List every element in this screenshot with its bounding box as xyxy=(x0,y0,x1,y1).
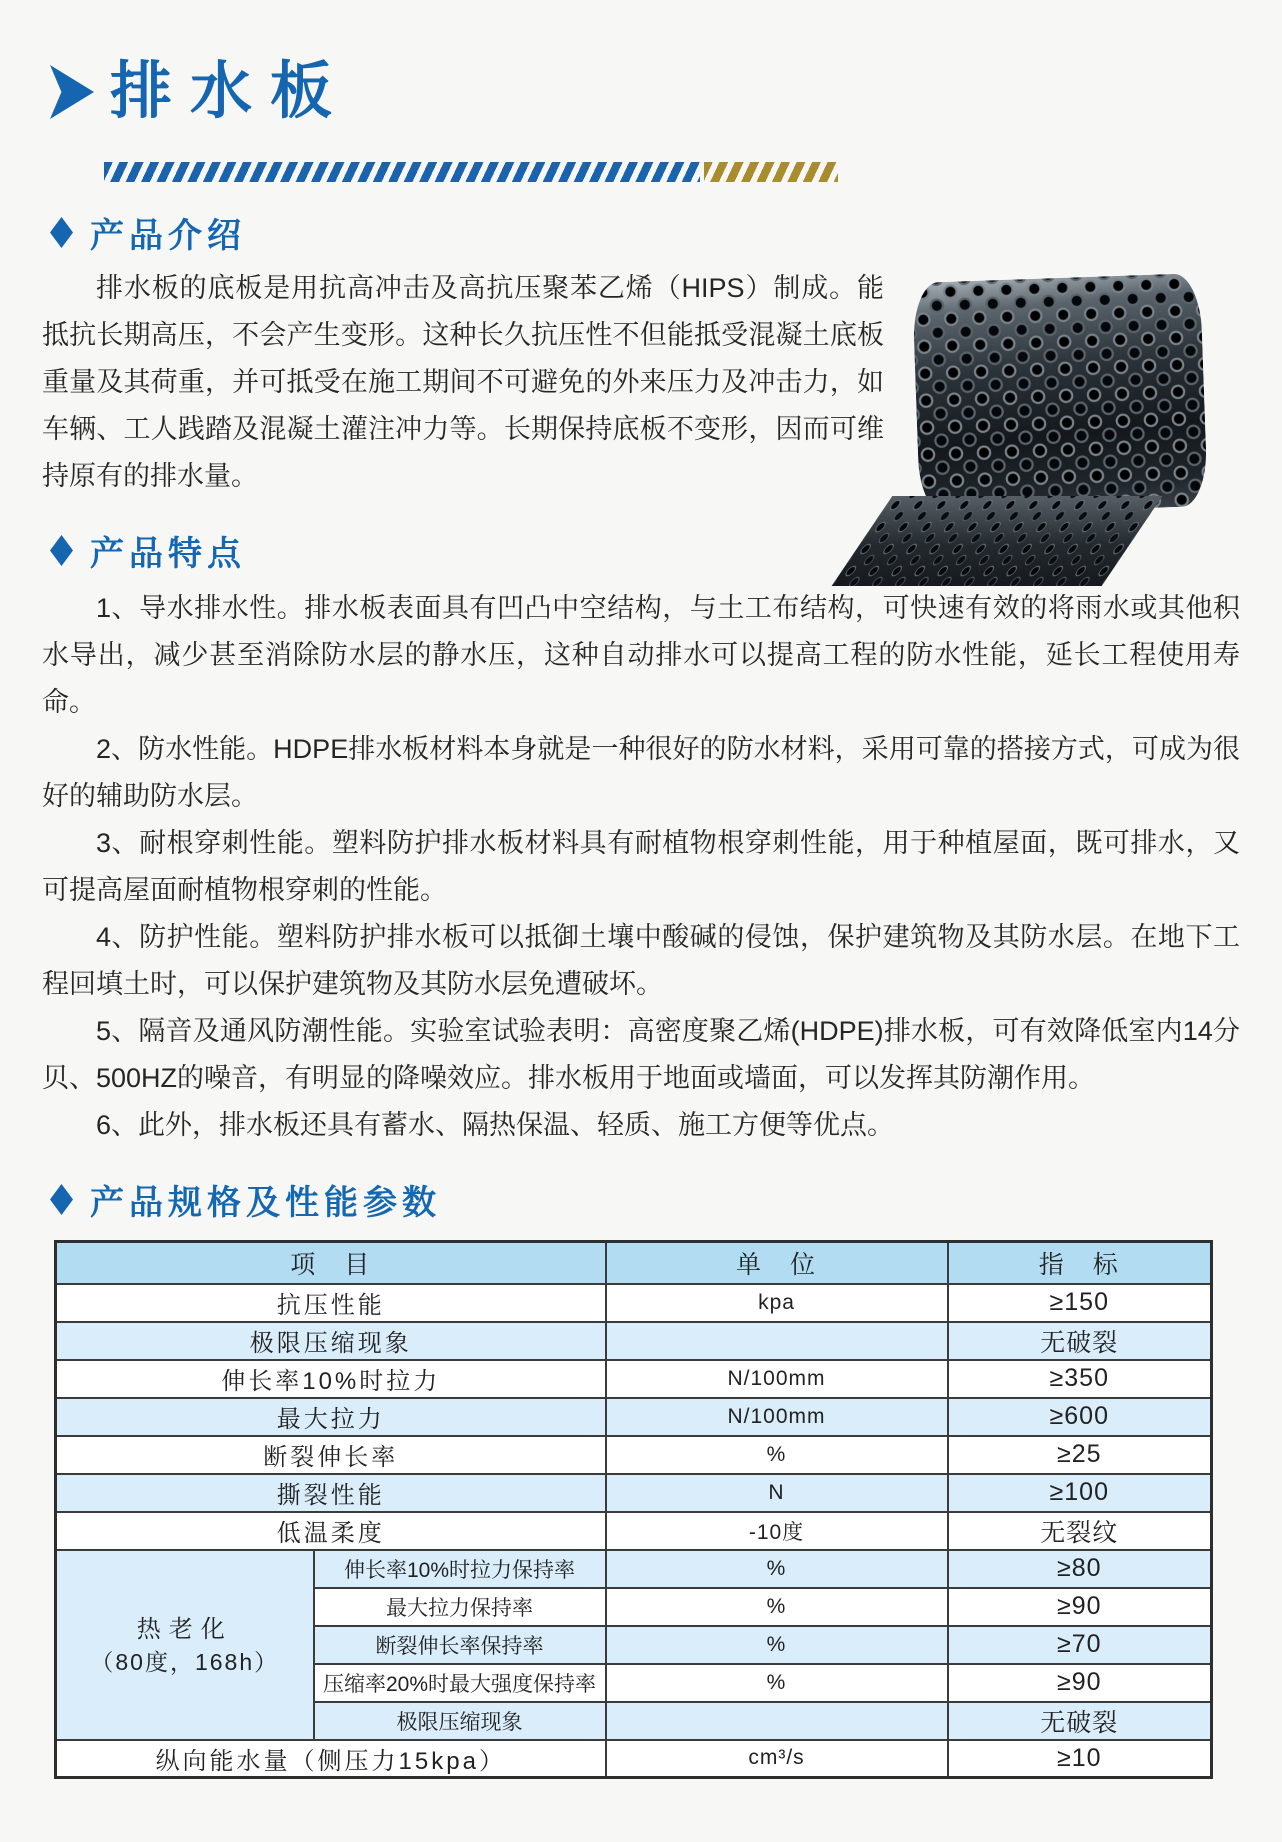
diamond-icon xyxy=(50,535,73,566)
section-heading-intro xyxy=(50,208,1240,257)
specs-heading: 产品规格及性能参数 xyxy=(90,1184,441,1222)
spec-value: 无裂纹 xyxy=(948,1512,1212,1550)
column-header-item: 项 目 xyxy=(56,1242,606,1284)
spec-value: ≥350 xyxy=(948,1360,1212,1398)
feature-item: 1、导水排水性。排水板表面具有凹凸中空结构，与土工布结构，可快速有效的将雨水或其他积水导出，减少甚至消除防水层的静水压，这种自动排水可以提高工程的防水性能，延长工程使用寿命。 xyxy=(42,593,1240,717)
spec-unit: cm³/s xyxy=(606,1740,948,1778)
spec-item: 断裂伸长率 xyxy=(56,1436,606,1474)
spec-value: ≥25 xyxy=(948,1436,1212,1474)
spec-item: 极限压缩现象 xyxy=(314,1702,606,1740)
column-header-index: 指 标 xyxy=(948,1242,1212,1284)
table-row xyxy=(56,1512,1212,1550)
spec-item: 低温柔度 xyxy=(56,1512,606,1550)
table-row xyxy=(56,1322,1212,1360)
spec-unit: -10度 xyxy=(606,1512,948,1550)
page-title-row xyxy=(50,56,1240,128)
spec-unit: % xyxy=(606,1664,948,1702)
spec-unit: N xyxy=(606,1474,948,1512)
spec-unit xyxy=(606,1702,948,1740)
feature-item: 5、隔音及通风防潮性能。实验室试验表明：高密度聚乙烯(HDPE)排水板，可有效降低室内14分贝、500HZ的噪音，有明显的降噪效应。排水板用于地面或墙面，可以发挥其防潮作用。 xyxy=(42,1016,1240,1093)
spec-unit: % xyxy=(606,1436,948,1474)
table-row xyxy=(56,1436,1212,1474)
spec-value: ≥90 xyxy=(948,1588,1212,1626)
specs-table xyxy=(54,1240,1213,1779)
hatch-blue-segment xyxy=(104,162,700,182)
feature-item: 4、防护性能。塑料防护排水板可以抵御土壤中酸碱的侵蚀，保护建筑物及其防水层。在地下工程回填土时，可以保护建筑物及其防水层免遭破坏。 xyxy=(42,922,1240,999)
section-heading-specs xyxy=(50,1175,1240,1224)
spec-item: 最大拉力 xyxy=(56,1398,606,1436)
feature-item: 6、此外，排水板还具有蓄水、隔热保温、轻质、施工方便等优点。 xyxy=(96,1110,895,1140)
diamond-icon xyxy=(50,217,73,248)
table-row xyxy=(56,1398,1212,1436)
table-row xyxy=(56,1550,1212,1588)
spec-unit: % xyxy=(606,1626,948,1664)
spec-item: 伸长率10%时拉力 xyxy=(56,1360,606,1398)
table-row xyxy=(56,1360,1212,1398)
spec-item: 撕裂性能 xyxy=(56,1474,606,1512)
spec-item: 压缩率20%时最大强度保持率 xyxy=(314,1664,606,1702)
spec-value: ≥70 xyxy=(948,1626,1212,1664)
spec-item: 伸长率10%时拉力保持率 xyxy=(314,1550,606,1588)
product-photo xyxy=(910,278,1206,586)
spec-value: ≥90 xyxy=(948,1664,1212,1702)
spec-unit: N/100mm xyxy=(606,1398,948,1436)
feature-item: 2、防水性能。HDPE排水板材料本身就是一种很好的防水材料，采用可靠的搭接方式，可成为很好的辅助防水层。 xyxy=(42,734,1240,811)
title-divider xyxy=(104,162,1240,182)
spec-unit xyxy=(606,1322,948,1360)
spec-unit: N/100mm xyxy=(606,1360,948,1398)
title-arrow-icon xyxy=(50,65,94,119)
spec-item: 断裂伸长率保持率 xyxy=(314,1626,606,1664)
diamond-icon xyxy=(50,1184,73,1215)
spec-value: ≥100 xyxy=(948,1474,1212,1512)
spec-value: ≥600 xyxy=(948,1398,1212,1436)
table-row xyxy=(56,1284,1212,1322)
spec-unit: % xyxy=(606,1588,948,1626)
table-header-row xyxy=(56,1242,1212,1284)
spec-value: 无破裂 xyxy=(948,1702,1212,1740)
spec-unit: % xyxy=(606,1550,948,1588)
heat-aging-group-label: 热老化 （80度，168h） xyxy=(56,1550,314,1740)
column-header-unit: 单 位 xyxy=(606,1242,948,1284)
features-list xyxy=(42,585,1240,1149)
spec-item: 纵向能水量（侧压力15kpa） xyxy=(56,1740,606,1778)
page-title: 排水板 xyxy=(110,58,351,126)
features-heading: 产品特点 xyxy=(90,535,246,573)
hatch-gold-segment xyxy=(704,162,838,182)
spec-item: 最大拉力保持率 xyxy=(314,1588,606,1626)
spec-value: ≥10 xyxy=(948,1740,1212,1778)
spec-unit: kpa xyxy=(606,1284,948,1322)
spec-item: 极限压缩现象 xyxy=(56,1322,606,1360)
spec-value: ≥80 xyxy=(948,1550,1212,1588)
spec-value: ≥150 xyxy=(948,1284,1212,1322)
product-photo-roll xyxy=(912,273,1208,516)
intro-paragraph: 排水板的底板是用抗高冲击及高抗压聚苯乙烯（HIPS）制成。能抵抗长期高压，不会产生变形。这种长久抗压性不但能抵受混凝土底板重量及其荷重，并可抵受在施工期间不可避免的外来压力及冲击力，如车辆、工人践踏及混凝土灌注冲力等。长期保持底板不变形，因而可维持原有的排水量。 xyxy=(42,273,884,491)
spec-value: 无破裂 xyxy=(948,1322,1212,1360)
table-row xyxy=(56,1474,1212,1512)
feature-item: 3、耐根穿刺性能。塑料防护排水板材料具有耐植物根穿刺性能，用于种植屋面，既可排水，又可提高屋面耐植物根穿刺的性能。 xyxy=(42,828,1240,905)
spec-item: 抗压性能 xyxy=(56,1284,606,1322)
table-row xyxy=(56,1740,1212,1778)
intro-heading: 产品介绍 xyxy=(90,217,246,255)
